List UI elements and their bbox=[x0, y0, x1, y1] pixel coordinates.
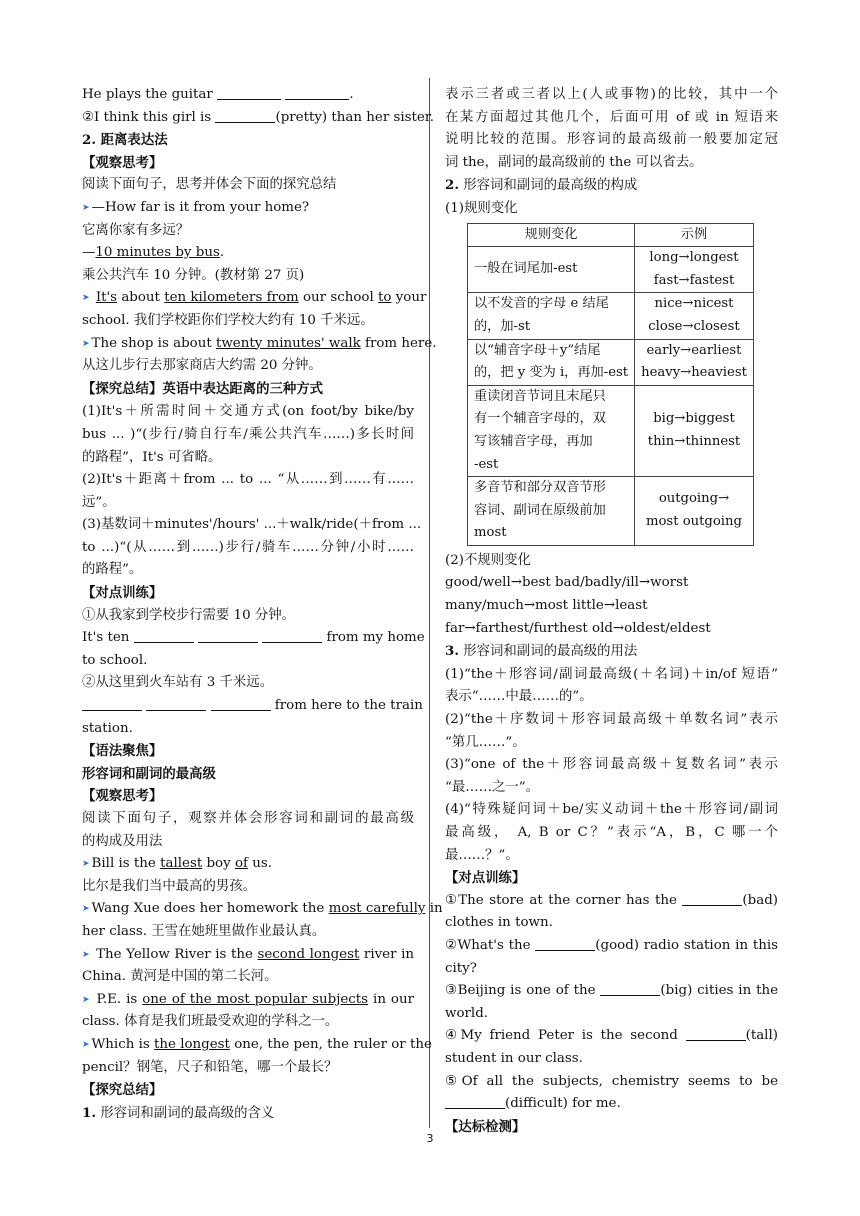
example-sentence: ➤ Which is the longest one, the pen, the ruler or the bbox=[82, 1036, 432, 1052]
example-sentence: ➤ The Yellow River is the second longest river in bbox=[82, 946, 414, 962]
usage-line: (1)“the＋形容词/副词最高级(＋名词)＋in/of 短语” bbox=[445, 666, 778, 682]
subsection-heading: (1)规则变化 bbox=[445, 200, 518, 216]
summary-line: (2)It's＋距离＋from ... to ... “从……到……有…… bbox=[82, 472, 414, 488]
section-heading: 1. 形容词和副词的最高级的含义 bbox=[82, 1104, 275, 1121]
section-heading: 2. 形容词和副词的最高级的构成 bbox=[445, 177, 638, 194]
table-cell-rule: 以不发音的字母 e 结尾 的，加-st bbox=[468, 293, 635, 339]
summary-line: (1)It's＋所需时间＋交通方式(on foot/by bike/by bbox=[82, 404, 414, 420]
paragraph-line: 在某方面超过其他几个，后面可用 of 或 in 短语来 bbox=[445, 109, 778, 125]
example-sentence: ➤ Wang Xue does her homework the most carefully in bbox=[82, 901, 443, 917]
instruction-text: 阅读下面句子，思考并体会下面的探究总结 bbox=[82, 177, 337, 193]
irregular-forms-line: good/well→best bad/badly/ill→worst bbox=[445, 575, 689, 591]
summary-line: 远”。 bbox=[82, 494, 116, 510]
training-heading: 【对点训练】 bbox=[82, 585, 163, 602]
exercise-line: He plays the guitar . bbox=[82, 87, 354, 102]
right-column bbox=[445, 84, 778, 1138]
paragraph-line: 说明比较的范围。形容词的最高级前一般要加定冠 bbox=[445, 132, 778, 148]
answer-blank[interactable] bbox=[445, 1094, 505, 1109]
table-row bbox=[468, 247, 754, 293]
exercise-line: city? bbox=[445, 960, 477, 976]
table-cell-example: big→biggest thin→thinnest bbox=[635, 385, 754, 476]
exercise-line: ④My friend Peter is the second (tall) bbox=[445, 1028, 778, 1044]
exercise-line: ⑤Of all the subjects, chemistry seems to be bbox=[445, 1073, 778, 1089]
translation: 从这儿步行去那家商店大约需 20 分钟。 bbox=[82, 358, 322, 374]
page-number: 3 bbox=[426, 1132, 434, 1145]
check-heading: 【达标检测】 bbox=[445, 1118, 526, 1135]
arrow-bullet-icon: ➤ bbox=[82, 859, 90, 870]
arrow-bullet-icon: ➤ bbox=[82, 949, 90, 960]
summary-line: 的路程”。 bbox=[82, 562, 143, 578]
exercise-line: ①The store at the corner has the (bad) bbox=[445, 892, 778, 908]
exercise-line: to school. bbox=[82, 652, 148, 668]
irregular-forms-line: many/much→most little→least bbox=[445, 598, 648, 614]
example-sentence: ➤ —How far is it from your home? bbox=[82, 199, 310, 215]
exercise-line: station. bbox=[82, 720, 133, 736]
usage-line: 最……？”。 bbox=[445, 847, 519, 863]
usage-line: (3)“one of the＋形容词最高级＋复数名词”表示 bbox=[445, 757, 778, 773]
summary-heading: 【探究总结】 bbox=[82, 1082, 163, 1099]
table-cell-example: nice→nicest close→closest bbox=[635, 293, 754, 339]
arrow-bullet-icon: ➤ bbox=[82, 994, 90, 1005]
answer-blank[interactable] bbox=[146, 696, 206, 711]
arrow-bullet-icon: ➤ bbox=[82, 904, 90, 915]
answer-blank[interactable] bbox=[285, 85, 349, 100]
table-header-row bbox=[468, 223, 754, 247]
example-continuation: her class. 王雪在她班里做作业最认真。 bbox=[82, 923, 326, 939]
paragraph-line: 词 the，副词的最高级前的 the 可以省去。 bbox=[445, 154, 703, 170]
answer-blank[interactable] bbox=[682, 891, 742, 906]
translation: 它离你家有多远？ bbox=[82, 222, 190, 238]
left-column bbox=[82, 84, 443, 1125]
training-heading: 【对点训练】 bbox=[445, 870, 526, 887]
example-continuation: school. 我们学校距你们学校大约有 10 千米远。 bbox=[82, 312, 374, 328]
table-cell-rule: 重读闭音节词且末尾只 有一个辅音字母的，双 写该辅音字母，再加 -est bbox=[468, 385, 635, 476]
instruction-text: 阅读下面句子，观察并体会形容词和副词的最高级 bbox=[82, 811, 414, 826]
example-sentence: ➤ The shop is about twenty minutes' walk from here. bbox=[82, 335, 437, 351]
usage-line: 表示“……中最……的”。 bbox=[445, 689, 593, 705]
translation: 比尔是我们当中最高的男孩。 bbox=[82, 878, 257, 894]
grammar-heading: 【语法聚焦】 bbox=[82, 743, 163, 760]
superlative-rules-table bbox=[467, 223, 754, 546]
exercise-line: It's ten from my home bbox=[82, 630, 425, 646]
example-sentence: —10 minutes by bus. bbox=[82, 245, 225, 261]
answer-blank[interactable] bbox=[535, 936, 595, 951]
exercise-line: clothes in town. bbox=[445, 915, 553, 931]
exercise-line: world. bbox=[445, 1005, 489, 1021]
answer-blank[interactable] bbox=[217, 85, 281, 100]
exercise-line: from here to the train bbox=[82, 695, 414, 718]
arrow-bullet-icon: ➤ bbox=[82, 293, 90, 304]
exercise-prompt: ①从我家到学校步行需要 10 分钟。 bbox=[82, 607, 296, 623]
arrow-bullet-icon: ➤ bbox=[82, 338, 90, 349]
grammar-title: 形容词和副词的最高级 bbox=[82, 765, 216, 782]
example-continuation: pencil？钢笔，尺子和铅笔，哪一个最长？ bbox=[82, 1059, 338, 1075]
summary-heading: 【探究总结】英语中表达距离的三种方式 bbox=[82, 380, 324, 397]
answer-blank[interactable] bbox=[215, 108, 275, 123]
exercise-line: student in our class. bbox=[445, 1050, 583, 1066]
irregular-forms-line: far→farthest/furthest old→oldest/eldest bbox=[445, 620, 711, 636]
table-cell-rule: 一般在词尾加-est bbox=[468, 247, 635, 293]
example-sentence: ➤ It's about ten kilometers from our school to your bbox=[82, 290, 427, 306]
answer-blank[interactable] bbox=[211, 696, 271, 711]
answer-blank[interactable] bbox=[686, 1026, 746, 1041]
answer-blank[interactable] bbox=[198, 628, 258, 643]
summary-line: (3)基数词＋minutes'/hours' ...＋walk/ride(＋from ... bbox=[82, 517, 422, 533]
table-cell-example: outgoing→ most outgoing bbox=[635, 477, 754, 546]
table-row bbox=[468, 293, 754, 339]
usage-line: (4)“特殊疑问词＋be/实义动词＋the＋形容词/副词 bbox=[445, 802, 778, 818]
table-header-cell: 示例 bbox=[635, 223, 754, 247]
subsection-heading: (2)不规则变化 bbox=[445, 552, 531, 568]
observe-heading: 【观察思考】 bbox=[82, 788, 163, 805]
answer-blank[interactable] bbox=[82, 696, 142, 711]
exercise-line: ②What's the (good) radio station in this bbox=[445, 937, 778, 953]
paragraph-line: 表示三者或三者以上(人或事物)的比较，其中一个 bbox=[445, 87, 778, 102]
section-heading: 2. 距离表达法 bbox=[82, 132, 168, 149]
example-sentence: ➤ Bill is the tallest boy of us. bbox=[82, 856, 273, 872]
exercise-line: (difficult) for me. bbox=[445, 1093, 778, 1116]
table-cell-example: long→longest fast→fastest bbox=[635, 247, 754, 293]
section-heading: 3. 形容词和副词的最高级的用法 bbox=[445, 643, 638, 660]
table-row bbox=[468, 477, 754, 546]
table-cell-example: early→earliest heavy→heaviest bbox=[635, 339, 754, 385]
translation: 乘公共汽车 10 分钟。(教材第 27 页) bbox=[82, 267, 305, 283]
table-cell-rule: 多音节和部分双音节形 容词、副词在原级前加 most bbox=[468, 477, 635, 546]
table-row bbox=[468, 339, 754, 385]
answer-blank[interactable] bbox=[134, 628, 194, 643]
exercise-line: ③Beijing is one of the (big) cities in the bbox=[445, 983, 779, 999]
arrow-bullet-icon: ➤ bbox=[82, 202, 90, 213]
example-continuation: class. 体育是我们班最受欢迎的学科之一。 bbox=[82, 1014, 339, 1030]
exercise-line: ②I think this girl is (pretty) than her sister. bbox=[82, 109, 434, 125]
usage-line: “第几……”。 bbox=[445, 734, 526, 750]
table-header-cell: 规则变化 bbox=[468, 223, 635, 247]
example-continuation: China. 黄河是中国的第二长河。 bbox=[82, 969, 278, 985]
usage-line: “最……之一”。 bbox=[445, 779, 540, 795]
arrow-bullet-icon: ➤ bbox=[82, 1039, 90, 1050]
example-sentence: ➤ P.E. is one of the most popular subjects in our bbox=[82, 991, 415, 1007]
answer-blank[interactable] bbox=[262, 628, 322, 643]
observe-heading: 【观察思考】 bbox=[82, 154, 163, 171]
instruction-text: 的构成及用法 bbox=[82, 833, 163, 849]
table-cell-rule: 以“辅音字母＋y”结尾 的，把 y 变为 i，再加-est bbox=[468, 339, 635, 385]
exercise-prompt: ②从这里到火车站有 3 千米远。 bbox=[82, 675, 274, 691]
summary-line: to ...)“(从……到……)步行/骑车……分钟/小时…… bbox=[82, 539, 414, 555]
summary-line: bus ... )“(步行/骑自行车/乘公共汽车……)多长时间 bbox=[82, 426, 414, 442]
table-row bbox=[468, 385, 754, 476]
summary-line: 的路程”，It's 可省略。 bbox=[82, 449, 222, 465]
answer-blank[interactable] bbox=[600, 981, 660, 996]
column-divider bbox=[429, 78, 430, 1128]
usage-line: (2)“the＋序数词＋形容词最高级＋单数名词”表示 bbox=[445, 712, 778, 728]
usage-line: 最高级， A, B or C？”表示“A，B，C 哪一个 bbox=[445, 825, 778, 840]
